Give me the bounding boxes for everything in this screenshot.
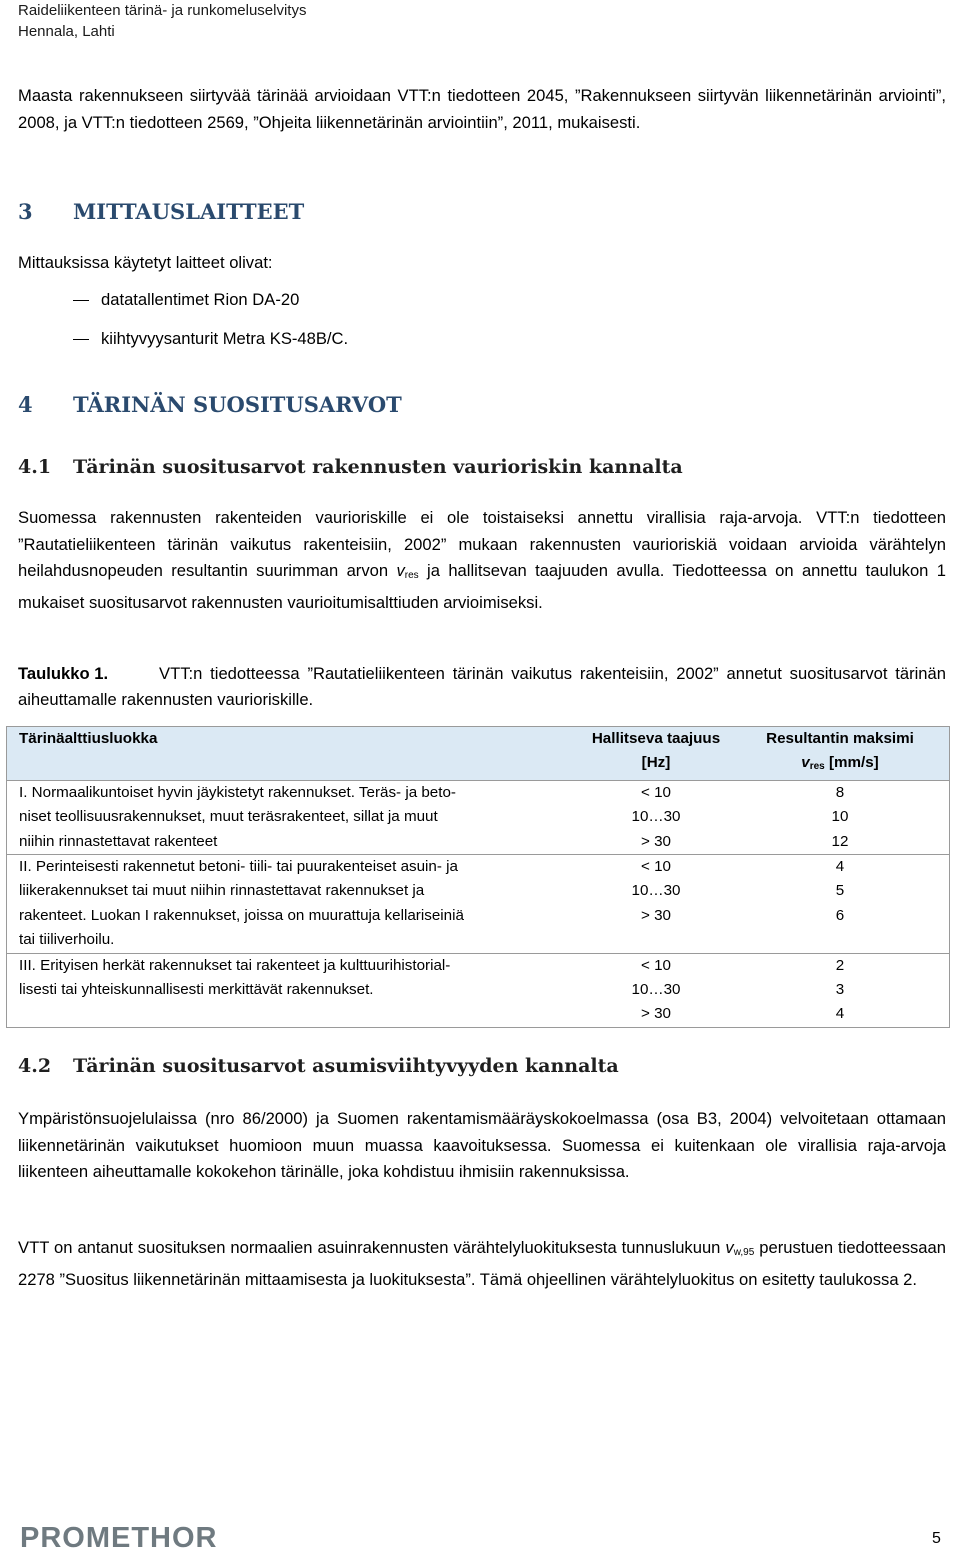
cell-frequency: > 30 — [641, 906, 671, 924]
table-row — [7, 904, 950, 928]
section-number: 4.2 — [18, 1055, 52, 1077]
intro-paragraph: Maasta rakennukseen siirtyvää tärinää arvioidaan VTT:n tiedotteen 2045, ”Rakennukseen siirtyvän liikennetärinän arviointi”, 2008, ja VTT:n tiedotteen 2569, ”Ohjeita liikennetärinän arviointiin”, 2011, mukaisesti. — [18, 86, 946, 132]
cell-frequency — [581, 928, 731, 953]
table-row — [7, 953, 950, 978]
section-4-2-paragraph-1: Ympäristönsuojelulaissa (nro 86/2000) ja Suomen rakentamismääräyskokoelmassa (osa B3, 2004) velvoitetaan ottamaan liikennetärinän vaikutukset huomioon muun muassa kaavoituksessa. Suomessa ei kuitenkaan ole virallisia raja-arvoja liikenteen aiheuttamalle kokokehon tärinälle, joka kohdistuu ihmisiin rakennuksissa. — [18, 1109, 946, 1181]
table-header-row — [7, 727, 950, 781]
section-4-2-paragraph-2: VTT on antanut suosituksen normaalien asuinrakennusten värähtelyluokituksesta tunnuslukuun $v_{w,95}$ perustuen tiedotteessaan 2278 ”Suositus liikennetärinän mittaamisesta ja luokituksesta”. Tämä ohjeellinen värähtelyluokitus on esitetty taulukossa 2. — [18, 1238, 946, 1289]
cell-velocity-max: 10 — [831, 808, 849, 826]
table-row — [7, 1002, 950, 1027]
section-3-lead: Mittauksissa käytetyt laitteet olivat: — [18, 253, 273, 272]
table-row — [7, 805, 950, 829]
cell-class-description: III. Erityisen herkät rakennukset tai rakenteet ja kulttuurihistorial- — [19, 956, 451, 974]
column-header-frequency: Hallitseva taajuus [Hz] — [591, 730, 721, 772]
section-title: Tärinän suositusarvot rakennusten vaurioriskin kannalta — [73, 456, 683, 478]
cell-velocity-max: 2 — [835, 956, 845, 974]
cell-class-description — [7, 1002, 582, 1027]
cell-velocity-max — [731, 928, 950, 953]
dash-bullet-icon — [73, 339, 89, 340]
cell-velocity-max: 4 — [835, 1005, 845, 1023]
cell-frequency: < 10 — [641, 956, 671, 974]
logo-text: PROMETHOR — [20, 1522, 218, 1554]
running-header — [18, 0, 306, 42]
table-row — [7, 928, 950, 953]
dash-bullet-icon — [73, 300, 89, 301]
table-row — [7, 855, 950, 880]
cell-frequency: < 10 — [641, 783, 671, 801]
table-row — [7, 780, 950, 805]
cell-velocity-max: 3 — [835, 981, 845, 999]
section-number: 3 — [18, 199, 33, 224]
table-1 — [6, 726, 950, 1028]
page-number: 5 — [932, 1530, 941, 1547]
cell-velocity-max: 4 — [835, 858, 845, 876]
section-title: MITTAUSLAITTEET — [73, 199, 305, 224]
table-row-group — [7, 780, 950, 854]
cell-frequency: 10…30 — [631, 808, 681, 826]
section-4-1-heading — [18, 456, 683, 478]
cell-class-description: II. Perinteisesti rakennetut betoni- tiili- tai puurakenteiset asuin- ja — [19, 858, 458, 876]
cell-frequency: < 10 — [641, 858, 671, 876]
section-title: TÄRINÄN SUOSITUSARVOT — [73, 392, 402, 417]
cell-frequency: 10…30 — [631, 981, 681, 999]
cell-class-description: liikerakennukset tai muut niihin rinnastettavat rakennukset ja — [19, 882, 425, 900]
cell-class-description: niihin rinnastettavat rakenteet — [19, 832, 218, 850]
column-header-velocity: Resultantin maksimi $v_{res}$ [mm/s] — [766, 730, 914, 773]
section-4-1-paragraph: Suomessa rakennusten rakenteiden vaurioriskille ei ole toistaiseksi annettu virallisia raja-arvoja. VTT:n tiedotteen ”Rautatieliikenteen tärinän vaikutus rakenteisiin, 2002” mukaan rakennusten vaurioriskiä voidaan arvioida värähtelyn heilahdusnopeuden resultantin suurimman arvon $v_{res}$ ja hallitsevan taajuuden avulla. Tiedotteessa on annettu taulukon 1 mukaiset suositusarvot rakennusten vaurioitumisalttiuden arvioimiseksi. — [18, 508, 946, 612]
list-item: kiihtyvyysanturit Metra KS-48B/C. — [73, 329, 348, 349]
cell-velocity-max: 12 — [831, 832, 849, 850]
symbol-v: v — [396, 561, 405, 580]
table-row-group — [7, 953, 950, 1027]
header-location: Hennala, Lahti — [18, 23, 115, 40]
cell-velocity-max: 6 — [835, 906, 845, 924]
cell-class-description: tai tiiliverhoilu. — [19, 931, 115, 949]
cell-class-description: lisesti tai yhteiskunnallisesti merkittävät rakennukset. — [19, 981, 374, 999]
table-row — [7, 978, 950, 1002]
column-header-class: Tärinäalttiusluokka — [19, 730, 158, 747]
section-number: 4 — [18, 392, 33, 417]
promethor-logo — [20, 1520, 260, 1554]
list-item: datatallentimet Rion DA-20 — [73, 290, 299, 310]
cell-frequency: 10…30 — [631, 882, 681, 900]
cell-class-description: rakenteet. Luokan I rakennukset, joissa on muurattuja kellariseiniä — [19, 906, 464, 924]
section-3-heading — [18, 199, 304, 224]
symbol-v: v — [725, 1238, 734, 1257]
section-4-2-heading — [18, 1055, 619, 1077]
cell-velocity-max: 8 — [835, 783, 845, 801]
section-4-heading — [18, 392, 402, 417]
table-row — [7, 830, 950, 855]
table-label: Taulukko 1. — [18, 664, 109, 683]
cell-frequency: > 30 — [641, 832, 671, 850]
cell-class-description: niset teollisuusrakennukset, muut teräsrakenteet, sillat ja muut — [19, 808, 438, 826]
table-1-caption: Taulukko 1. VTT:n tiedotteessa ”Rautatieliikenteen tärinän vaikutus rakenteisiin, 2002” annetut suositusarvot tärinän aiheuttamalle rakennusten vaurioriskille. — [18, 661, 946, 713]
section-title: Tärinän suositusarvot asumisviihtyvyyden kannalta — [73, 1055, 619, 1077]
cell-frequency: > 30 — [641, 1005, 671, 1023]
table-row-group — [7, 855, 950, 954]
header-title: Raideliikenteen tärinä- ja runkomeluselvitys — [18, 2, 307, 19]
cell-velocity-max: 5 — [835, 882, 845, 900]
cell-class-description: I. Normaalikuntoiset hyvin jäykistetyt rakennukset. Teräs- ja beto- — [19, 783, 456, 801]
section-number: 4.1 — [18, 456, 52, 478]
table-row — [7, 879, 950, 903]
